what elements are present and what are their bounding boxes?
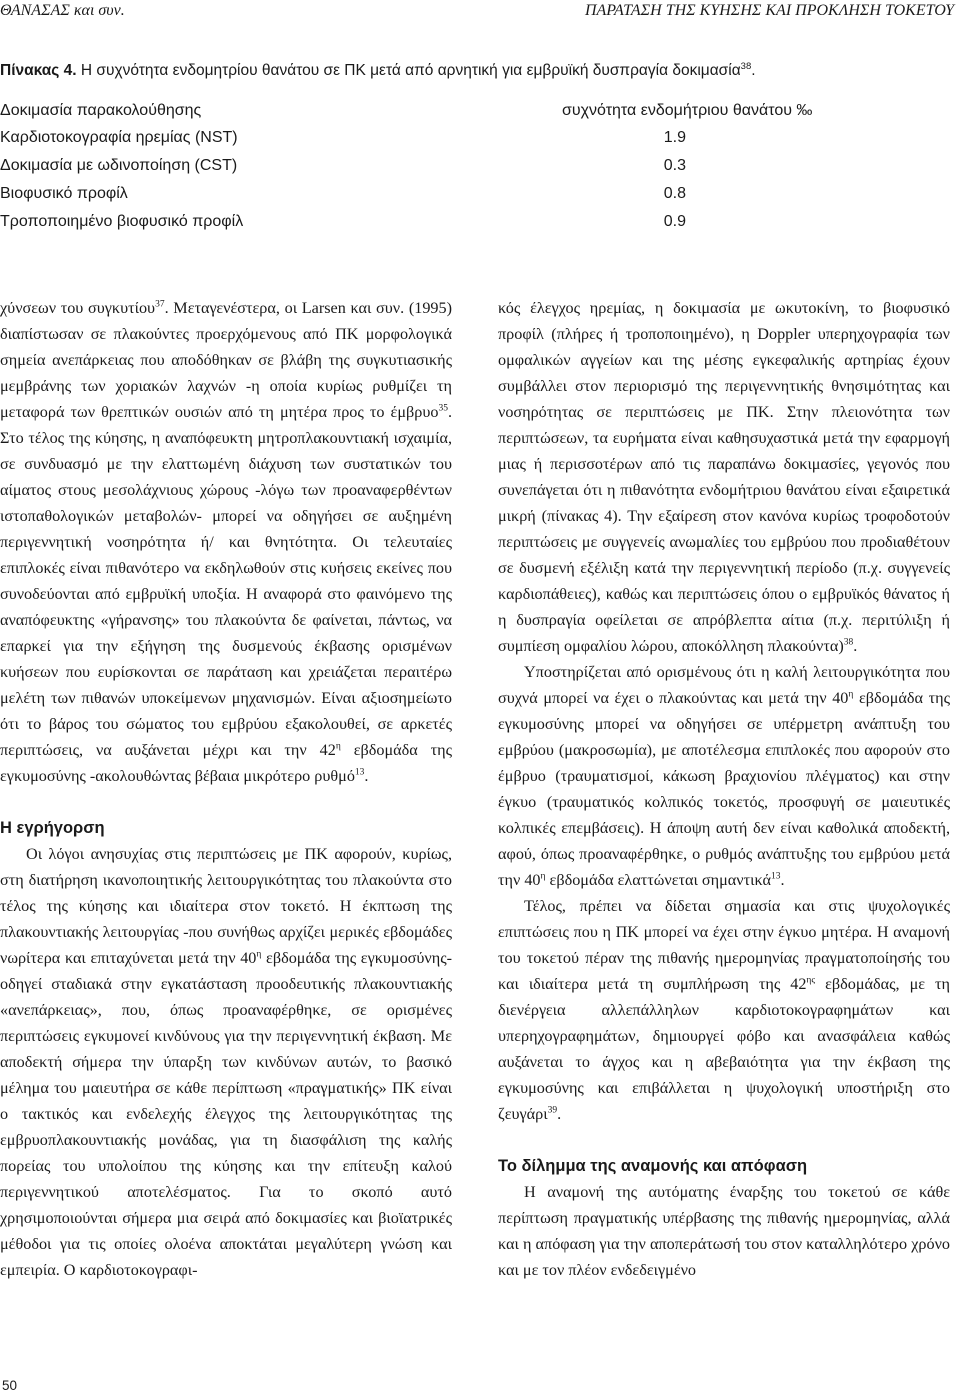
table-caption-text: Η συχνότητα ενδομητρίου θανάτου σε ΠΚ μετά από αρνητική για εμβρυϊκή δυσπραγία δοκιμασία (76, 62, 741, 79)
table-caption-end: . (751, 62, 756, 79)
table-cell-value: 0.9 (663, 213, 686, 230)
table-cell-test: Τροποποιημένο βιοφυσικό προφίλ (0, 213, 244, 230)
right-paragraph-2: Υποστηρίζεται από ορισμένους ότι η καλή λειτουργικότητα που συχνά μπορεί να έχει ο πλακούντας και μετά την $40^\eta$ εβδομάδα της εγκυμοσύνης μπορεί να οδηγήσει σε υπέρμετρη ανάπτυξη του εμβρύου (μακροσωμία), με αποτέλεσμα επιπλοκές που αφορούν στο έμβρυο (τραυματισμοί, κάκωση βραχιονίου πλέγματος) και στην έγκυο (τραυματικός κολπικός τοκετός, προσφυγή σε μαιευτικές κολπικές επεμβάσεις). Η άποψη αυτή δεν είναι καθολικά αποδεκτή, αφού, όπως προαναφέρθηκε, ο ρυθμός ανάπτυξης του εμβρύου μετά την $40^\eta$ εβδομάδα ελαττώνεται σημαντικά$^{13}$. (498, 663, 950, 889)
left-column (0, 295, 452, 1283)
spacer (0, 789, 452, 815)
section-heading-dilemma: Το δίλημμα της αναμονής και απόφαση (498, 1157, 808, 1175)
table-cell-value: 0.8 (663, 185, 686, 202)
ordinal-suffix: η (256, 949, 262, 960)
ordinal-suffix: ης (806, 975, 816, 986)
section-heading-vigilance: Η εγρήγορση (0, 819, 105, 837)
table-caption-ref: 38 (740, 60, 752, 72)
left-paragraph-1: χύνσεων του συγκυτίου$^{37}$. Μεταγενέστερα, οι Larsen και συν. (1995) διαπίστωσαν σε πλακούντες προερχόμενους από ΠΚ μορφολογικά σημεία ανεπάρκειας που αποδόθηκαν σε βλάβη της συγκυτιασικής μεμβράνης των χοριακών λαχνών -η οποία κυρίως ρυθμίζει τη μεταφορά των θρεπτικών ουσιών από τη μητέρα προς το έμβρυο$^{35}$. Στο τέλος της κύησης, η αναπόφευκτη μητροπλακουντιακή ισχαιμία, σε συνδυασμό με την ελαττωμένη διάχυση των συστατικών του αίματος στους μεσολάχνιους χώρους -λόγω των προαναφερθέντων ιστοπαθολογικών μεταβολών- μπορεί να οδηγήσει σε αυξημένη περιγεννητική νοσηρότητα ή/ και θνητότητα. Οι τελευταίες επιπλοκές είναι πιθανότερο να εκδηλωθούν στις κυήσεις εκείνες που συνοδεύονται από εμβρυϊκή υποξία. Η αναφορά στο φαινόμενο της αναπόφευκτης «γήρανσης» του πλακούντα δε φαίνεται, πάντως, να επαρκεί για την εξήγηση της δυσμενούς έκβασης ορισμένων κυήσεων που ευρίσκονται σε παράταση και χρειάζεται περαιτέρω μελέτη των πιθανών υποκείμενων μηχανισμών. Είναι αξιοσημείωτο ότι το βάρος του σώματος του εμβρύου εξακολουθεί, σε αρκετές περιπτώσεις, να αυξάνεται μέχρι και την $42^\eta$ εβδομάδα της εγκυμοσύνης -ακολουθώντας βέβαια μικρότερο ρυθμό$^{13}$. (0, 299, 453, 785)
table-caption (0, 62, 756, 80)
table-4 (0, 62, 960, 242)
right-column (498, 295, 950, 1283)
header-running-title: ΠΑΡΑΤΑΣΗ ΤΗΣ ΚΥΗΣΗΣ ΚΑΙ ΠΡΟΚΛΗΣΗ ΤΟΚΕΤΟΥ (584, 2, 954, 19)
citation: 37 (155, 299, 165, 310)
right-paragraph-3: Τέλος, πρέπει να δίδεται σημασία και στις ψυχολογικές επιπτώσεις που η ΠΚ μπορεί να έχει στην έγκυο μητέρα. Η αναμονή του τοκετού πέραν της πιθανής ημερομηνίας πραγματοποίησής του και ιδιαίτερα μετά τη συμπλήρωση της $42^{\eta\varsigma}$ εβδομάδας, με τη διενέργεια αλλεπάλληλων καρδιοτοκογραφημάτων και υπερηχογραφημάτων, δημιουργεί φόβο και ανασφάλεια καθώς αυξάνεται το άγχος και η αβεβαιότητα για την έκβαση της εγκυμοσύνης και επιβάλλεται η ψυχολογική υποστήριξη στο ζευγάρι$^{39}$. (498, 897, 950, 1123)
ordinal-suffix: η (848, 689, 854, 700)
header-authors: ΘΑΝΑΣΑΣ και συν. (0, 2, 125, 19)
table-header-test: Δοκιμασία παρακολούθησης (0, 102, 202, 119)
running-header (0, 2, 960, 26)
citation: 13 (770, 871, 781, 882)
citation: 39 (547, 1105, 558, 1116)
ordinal-suffix: η (540, 871, 546, 882)
citation: 13 (354, 767, 365, 778)
table-caption-label: Πίνακας 4. (0, 62, 77, 79)
spacer (498, 1127, 950, 1153)
citation: 35 (438, 403, 448, 414)
table-cell-value: 1.9 (663, 129, 686, 146)
table-header-frequency: συχνότητα ενδομήτριου θανάτου ‰ (562, 102, 813, 119)
table-cell-test: Δοκιμασία με ωδινοποίηση (CST) (0, 157, 238, 174)
table-cell-test: Καρδιοτοκογραφία ηρεμίας (NST) (0, 129, 238, 146)
left-paragraph-2: Οι λόγοι ανησυχίας στις περιπτώσεις με ΠΚ αφορούν, κυρίως, στη διατήρηση ικανοποιητικής λειτουργικότητας του πλακούντα στο τέλος της κύησης και ιδιαίτερα στον τοκετό. Η έκπτωση της πλακουντιακής λειτουργίας -που συνήθως αρχίζει μερικές εβδομάδες νωρίτερα και επιταχύνεται μετά την $40^\eta$ εβδομάδα της εγκυμοσύνης- οδηγεί σταδιακά στην εγκατάσταση προοδευτικής πλακουντιακής «ανεπάρκειας», που, όπως προαναφέρθηκε, σε ορισμένες περιπτώσεις εγκυμονεί κινδύνους για την περιγεννητική έκβαση. Με αποδεκτή σήμερα την ύπαρξη των κινδύνων αυτών, το βασικό μέλημα του μαιευτήρα σε κάθε περίπτωση «πραγματικής» ΠΚ είναι ο τακτικός και ενδελεχής έλεγχος της λειτουργικότητας της εμβρυοπλακουντιακής μονάδας, για τη διασφάλιση της καλής πορείας του υπολοίπου της κύησης και την επίτευξη καλού περιγεννητικού αποτελέσματος. Για το σκοπό αυτό χρησιμοποιούνται σήμερα μια σειρά από δοκιμασίες και βιοϊατρικές μέθοδοι για τις οποίες ολοένα αποκτάται μεγαλύτερη γνώση και εμπειρία. Ο καρδιοτοκογραφι- (0, 845, 452, 1279)
table-cell-test: Βιοφυσικό προφίλ (0, 185, 128, 202)
citation: 38 (843, 637, 854, 648)
right-paragraph-4: Η αναμονή της αυτόματης έναρξης του τοκετού σε κάθε περίπτωση πραγματικής υπέρβασης της πιθανής ημερομηνίας, αλλά και η απόφαση για την αποπεράτωσή του στον καταλληλότερο χρόνο και με τον πλέον ενδεδειγμένο (498, 1183, 950, 1279)
right-paragraph-1: κός έλεγχος ηρεμίας, η δοκιμασία με ωκυτοκίνη, το βιοφυσικό προφίλ (πλήρες ή τροποποιημένο), η Doppler υπερηχογραφία των ομφαλικών αγγείων και της μέσης εγκεφαλικής αρτηρίας έχουν συμβάλλει στον περιορισμό της περιγεννητικής θνησιμότητας και νοσηρότητας σε περιπτώσεις με ΠΚ. Στην πλειονότητα των περιπτώσεων, τα ευρήματα είναι καθησυχαστικά μετά την εφαρμογή μιας ή περισσοτέρων από τις παραπάνω δοκιμασίες, γεγονός που συνεπάγεται ότι η πιθανότητα ενδομήτριου θανάτου είναι εξαιρετικά μικρή (πίνακας 4). Την εξαίρεση στον κανόνα κυρίως τροφοδοτούν περιπτώσεις με συγγενείς ανωμαλίες του εμβρύου που προδιαθέτουν σε δυσμενή εξέλιξη κατά την περιγεννητική περίοδο (π.χ. συγγενείς καρδιοπάθειες), καθώς και περιπτώσεις όπου ο εμβρυϊκός θάνατος ή η δυσπραγία οφείλεται σε απρόβλεπτα αίτια (π.χ. περιτύλιξη ή συμπίεση ομφαλίου λώρου, αποκόλληση πλακούντα)$^{38}$. (498, 299, 950, 655)
ordinal-suffix: η (335, 741, 341, 752)
table-cell-value: 0.3 (663, 157, 686, 174)
page-number: 50 (2, 1378, 18, 1393)
